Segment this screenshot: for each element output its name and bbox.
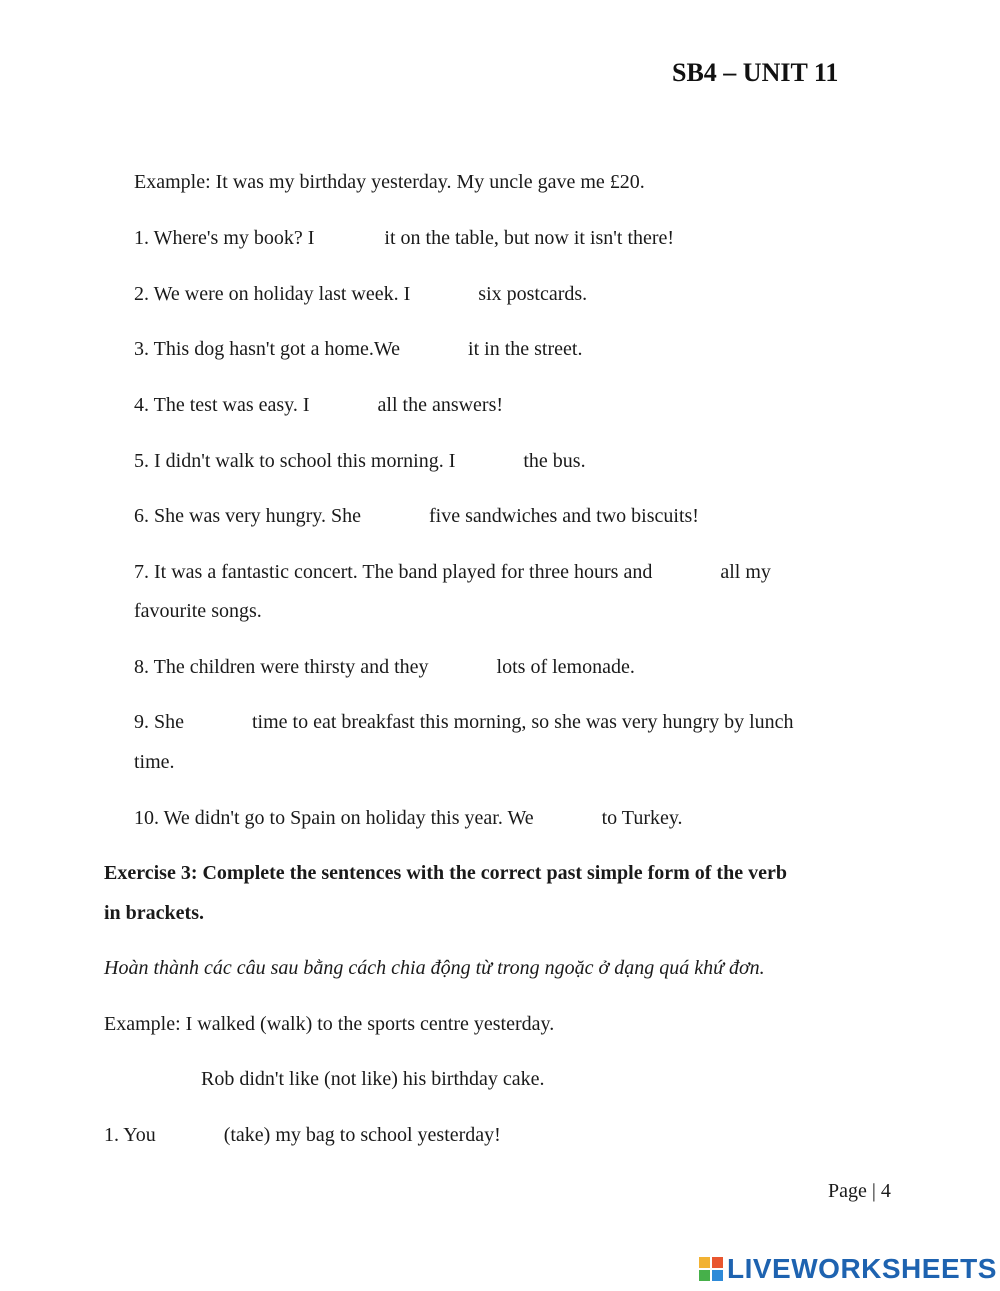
item-text: it in the street. xyxy=(468,338,583,360)
page-number: Page | 4 xyxy=(828,1180,891,1202)
item-text: it on the table, but now it isn't there! xyxy=(384,227,675,249)
item-continuation: favourite songs. xyxy=(134,600,262,622)
list-item xyxy=(134,227,674,250)
item-text: all the answers! xyxy=(377,394,504,416)
brand-name: LIVEWORKSHEETS xyxy=(727,1253,997,1284)
unit-title: SB4 – UNIT 11 xyxy=(672,58,839,87)
list-item xyxy=(104,1124,501,1147)
list-item xyxy=(134,450,586,473)
item-text: 1. You xyxy=(104,1124,156,1146)
example-sentence: Example: It was my birthday yesterday. My uncle gave me £20. xyxy=(134,171,645,193)
item-continuation: time. xyxy=(134,751,175,773)
list-item xyxy=(134,283,587,306)
list-item xyxy=(134,561,771,584)
item-text: five sandwiches and two biscuits! xyxy=(429,505,699,527)
item-text: lots of lemonade. xyxy=(496,656,635,678)
instruction-vi: Hoàn thành các câu sau bằng cách chia động từ trong ngoặc ở dạng quá khứ đơn. xyxy=(104,957,765,979)
list-item xyxy=(134,807,683,830)
item-text: 6. She was very hungry. She xyxy=(134,505,362,527)
liveworksheets-logo[interactable] xyxy=(698,1253,997,1285)
example-sentence: Rob didn't like (not like) his birthday cake. xyxy=(201,1068,545,1090)
item-text: 5. I didn't walk to school this morning. I xyxy=(134,450,456,472)
list-item xyxy=(134,505,699,528)
item-text: 3. This dog hasn't got a home.We xyxy=(134,338,401,360)
item-text: all my xyxy=(720,561,771,583)
item-text: to Turkey. xyxy=(601,807,683,829)
item-text: 9. She xyxy=(134,711,184,733)
item-text: 7. It was a fantastic concert. The band played for three hours and xyxy=(134,561,653,583)
item-text: (take) my bag to school yesterday! xyxy=(223,1124,501,1146)
item-text: 1. Where's my book? I xyxy=(134,227,315,249)
exercise-heading-cont: in brackets. xyxy=(104,902,204,924)
item-text: time to eat breakfast this morning, so she was very hungry by lunch xyxy=(252,711,794,733)
item-text: six postcards. xyxy=(478,283,588,305)
item-text: 10. We didn't go to Spain on holiday this year. We xyxy=(134,807,534,829)
exercise-heading: Exercise 3: Complete the sentences with the correct past simple form of the verb xyxy=(104,862,787,884)
list-item xyxy=(134,394,503,417)
item-text: 2. We were on holiday last week. I xyxy=(134,283,411,305)
list-item xyxy=(134,338,582,361)
item-text: the bus. xyxy=(523,450,586,472)
example-sentence: Example: I walked (walk) to the sports centre yesterday. xyxy=(104,1013,555,1035)
list-item xyxy=(134,656,635,679)
logo-blocks-icon xyxy=(698,1256,724,1282)
list-item xyxy=(134,711,794,734)
item-text: 4. The test was easy. I xyxy=(134,394,310,416)
item-text: 8. The children were thirsty and they xyxy=(134,656,429,678)
